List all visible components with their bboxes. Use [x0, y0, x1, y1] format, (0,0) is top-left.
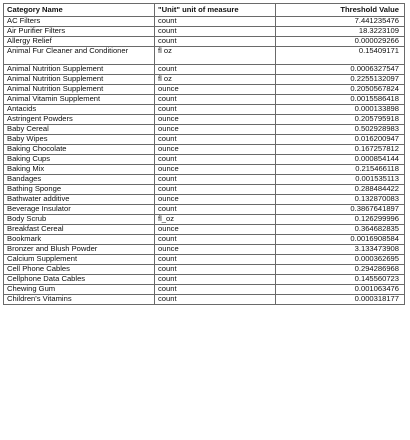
threshold-cell: 0.502928983 — [276, 125, 405, 135]
category-cell: Allergy Relief — [4, 37, 155, 47]
threshold-cell: 0.288484422 — [276, 185, 405, 195]
category-cell: Animal Nutrition Supplement — [4, 65, 155, 75]
threshold-cell: 3.133473908 — [276, 245, 405, 255]
threshold-cell: 0.126299996 — [276, 215, 405, 225]
threshold-cell: 0.0015586418 — [276, 95, 405, 105]
category-cell: Chewing Gum — [4, 285, 155, 295]
unit-cell: count — [155, 27, 276, 37]
threshold-cell: 18.3223109 — [276, 27, 405, 37]
table-header — [4, 4, 405, 17]
unit-cell: fl oz — [155, 75, 276, 85]
table-row — [4, 295, 405, 305]
unit-cell: ounce — [155, 165, 276, 175]
threshold-cell: 0.294286968 — [276, 265, 405, 275]
table-row — [4, 135, 405, 145]
threshold-cell: 0.2050567824 — [276, 85, 405, 95]
threshold-cell: 0.215466118 — [276, 165, 405, 175]
category-cell: Animal Vitamin Supplement — [4, 95, 155, 105]
unit-cell: count — [155, 285, 276, 295]
threshold-cell: 0.000029266 — [276, 37, 405, 47]
table-row — [4, 105, 405, 115]
table-row — [4, 175, 405, 185]
unit-cell: count — [155, 175, 276, 185]
threshold-cell: 0.132870083 — [276, 195, 405, 205]
table-row — [4, 225, 405, 235]
threshold-cell: 0.000362695 — [276, 255, 405, 265]
category-cell: Bandages — [4, 175, 155, 185]
header-row — [4, 4, 405, 17]
unit-cell: ounce — [155, 225, 276, 235]
category-cell: Cell Phone Cables — [4, 265, 155, 275]
table-row — [4, 27, 405, 37]
unit-cell: count — [155, 65, 276, 75]
threshold-cell: 0.001063476 — [276, 285, 405, 295]
category-cell: Astringent Powders — [4, 115, 155, 125]
unit-cell: ounce — [155, 245, 276, 255]
unit-cell: count — [155, 105, 276, 115]
category-cell: Beverage Insulator — [4, 205, 155, 215]
table-row — [4, 165, 405, 175]
table-row — [4, 155, 405, 165]
unit-cell: count — [155, 155, 276, 165]
category-cell: Baking Mix — [4, 165, 155, 175]
category-cell: Cellphone Data Cables — [4, 275, 155, 285]
table-row — [4, 245, 405, 255]
table-row — [4, 75, 405, 85]
category-cell: Animal Nutrition Supplement — [4, 75, 155, 85]
category-cell: Animal Nutrition Supplement — [4, 85, 155, 95]
unit-cell: ounce — [155, 125, 276, 135]
unit-cell: count — [155, 265, 276, 275]
table-row — [4, 235, 405, 245]
category-cell: AC Filters — [4, 17, 155, 27]
table-row — [4, 95, 405, 105]
category-cell: Calcium Supplement — [4, 255, 155, 265]
threshold-cell: 0.3867641897 — [276, 205, 405, 215]
threshold-cell: 0.0016908584 — [276, 235, 405, 245]
threshold-cell: 0.000133898 — [276, 105, 405, 115]
unit-cell: count — [155, 295, 276, 305]
table-row — [4, 275, 405, 285]
unit-cell: count — [155, 255, 276, 265]
category-cell: Breakfast Cereal — [4, 225, 155, 235]
unit-cell: count — [155, 235, 276, 245]
table-row — [4, 185, 405, 195]
threshold-cell: 0.016200947 — [276, 135, 405, 145]
threshold-cell: 0.145560723 — [276, 275, 405, 285]
table-body — [4, 17, 405, 305]
table-row — [4, 85, 405, 95]
header-unit-of-measure: "Unit" unit of measure — [155, 4, 276, 17]
threshold-cell: 0.205795918 — [276, 115, 405, 125]
table-row — [4, 215, 405, 225]
table-row — [4, 195, 405, 205]
threshold-table — [3, 3, 405, 305]
unit-cell: count — [155, 135, 276, 145]
threshold-cell: 0.000854144 — [276, 155, 405, 165]
category-cell: Baking Chocolate — [4, 145, 155, 155]
unit-cell: ounce — [155, 115, 276, 125]
category-cell: Baby Cereal — [4, 125, 155, 135]
table-row — [4, 47, 405, 65]
threshold-cell: 7.441235476 — [276, 17, 405, 27]
table-row — [4, 17, 405, 27]
unit-cell: count — [155, 17, 276, 27]
category-cell: Baking Cups — [4, 155, 155, 165]
category-cell: Body Scrub — [4, 215, 155, 225]
threshold-cell: 0.0006327547 — [276, 65, 405, 75]
category-cell: Bronzer and Blush Powder — [4, 245, 155, 255]
unit-cell: count — [155, 95, 276, 105]
unit-cell: fl oz — [155, 47, 276, 65]
table-row — [4, 115, 405, 125]
category-cell: Children's Vitamins — [4, 295, 155, 305]
category-cell: Antacids — [4, 105, 155, 115]
header-category-name: Category Name — [4, 4, 155, 17]
threshold-cell: 0.15409171 — [276, 47, 405, 65]
table-row — [4, 145, 405, 155]
threshold-cell: 0.001535113 — [276, 175, 405, 185]
table-row — [4, 255, 405, 265]
table-row — [4, 205, 405, 215]
unit-cell: count — [155, 275, 276, 285]
category-cell: Air Purifier Filters — [4, 27, 155, 37]
threshold-cell: 0.2255132097 — [276, 75, 405, 85]
unit-cell: count — [155, 185, 276, 195]
threshold-cell: 0.000318177 — [276, 295, 405, 305]
table-row — [4, 285, 405, 295]
category-cell: Bookmark — [4, 235, 155, 245]
unit-cell: ounce — [155, 85, 276, 95]
table-row — [4, 265, 405, 275]
table-row — [4, 125, 405, 135]
unit-cell: count — [155, 205, 276, 215]
unit-cell: ounce — [155, 145, 276, 155]
header-threshold-value: Threshold Value — [276, 4, 405, 17]
threshold-cell: 0.167257812 — [276, 145, 405, 155]
table-row — [4, 65, 405, 75]
category-cell: Animal Fur Cleaner and Conditioner — [4, 47, 155, 65]
table-row — [4, 37, 405, 47]
unit-cell: fl_oz — [155, 215, 276, 225]
unit-cell: ounce — [155, 195, 276, 205]
unit-cell: count — [155, 37, 276, 47]
category-cell: Bathing Sponge — [4, 185, 155, 195]
category-cell: Baby Wipes — [4, 135, 155, 145]
category-cell: Bathwater additive — [4, 195, 155, 205]
threshold-cell: 0.364682835 — [276, 225, 405, 235]
